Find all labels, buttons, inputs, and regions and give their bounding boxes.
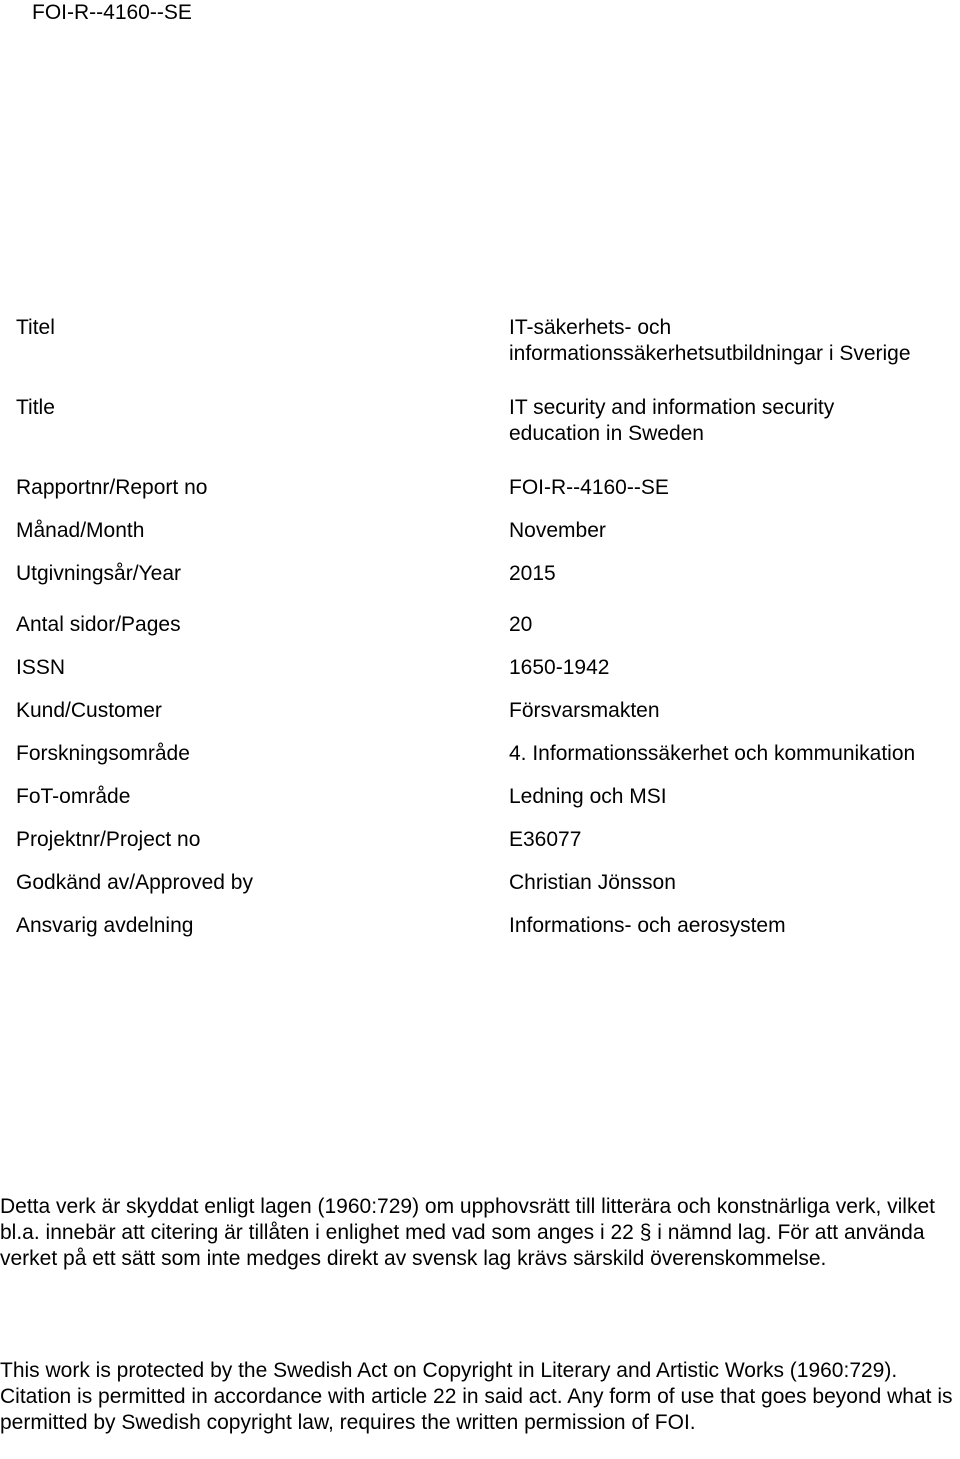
field-label: Projektnr/Project no [16,828,201,851]
copyright-notice-swedish: Detta verk är skyddat enligt lagen (1960:729) om upphovsrätt till litterära och konstnärliga verk, vilket bl.a. innebär att citering är tillåten i enlighet med vad som anges i 22 § i nämnd lag. För att använda verket på ett sätt som inte medges direkt av svensk lag krävs särskild överenskommelse. [0,1195,935,1270]
field-label: Antal sidor/Pages [16,613,181,636]
field-value: 2015 [509,562,556,585]
field-label: Kund/Customer [16,699,162,722]
field-value: E36077 [509,828,582,851]
field-value: FOI-R--4160--SE [509,476,669,499]
field-value: Ledning och MSI [509,785,667,808]
field-value-line: IT-säkerhets- och [509,316,672,339]
field-value: 1650-1942 [509,656,610,679]
field-value: 20 [509,613,533,636]
field-label: Månad/Month [16,519,145,542]
field-label: Titel [16,316,55,339]
report-code-header: FOI-R--4160--SE [32,1,192,24]
field-value-line: IT security and information security [509,396,835,419]
field-label: ISSN [16,656,66,679]
field-value [509,395,834,447]
field-label: Utgivningsår/Year [16,562,181,585]
field-value: Försvarsmakten [509,699,660,722]
copyright-notice-english: This work is protected by the Swedish Act on Copyright in Literary and Artistic Works (1960:729). Citation is permitted in accordance with article 22 in said act. Any form of use that goes beyond what is permitted by Swedish copyright law, requires the written permission of FOI. [0,1359,953,1434]
field-label: Godkänd av/Approved by [16,871,253,894]
field-value: 4. Informationssäkerhet och kommunikation [509,742,916,765]
field-value: Informations- och aerosystem [509,914,786,937]
field-value-line: informationssäkerhetsutbildningar i Sverige [509,342,911,365]
field-value [509,315,911,367]
field-value: November [509,519,606,542]
field-label: Ansvarig avdelning [16,914,194,937]
field-label: FoT-område [16,785,131,808]
field-label: Title [16,396,55,419]
field-value-line: education in Sweden [509,422,704,445]
field-value: Christian Jönsson [509,871,676,894]
field-label: Rapportnr/Report no [16,476,208,499]
field-label: Forskningsområde [16,742,190,765]
